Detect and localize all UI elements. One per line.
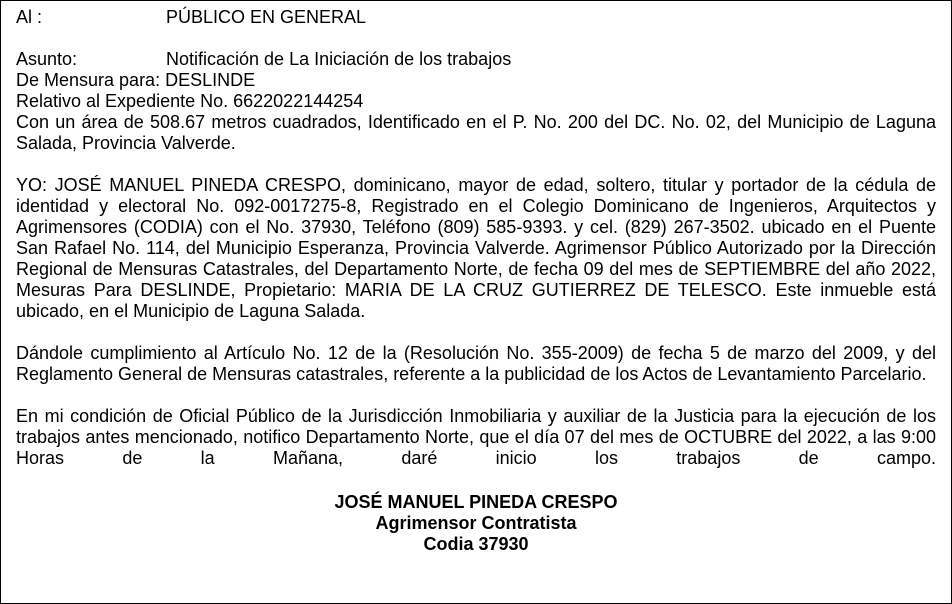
spacer <box>16 322 936 343</box>
signer-name: JOSÉ MANUEL PINEDA CRESPO <box>334 492 618 512</box>
mensura-line: De Mensura para: DESLINDE <box>16 70 256 90</box>
area-description: Con un área de 508.67 metros cuadrados, Identificado en el P. No. 200 del DC. No. 02, del Municipio de Laguna Salada, Provincia Valverde. <box>16 112 936 153</box>
declaration-paragraph: YO: JOSÉ MANUEL PINEDA CRESPO, dominicano, mayor de edad, soltero, titular y portador de la cédula de identidad y electoral No. 092-0017275-8, Registrado en el Colegio Dominicano de Ingenieros, Arquitectos y Agrimensores (CODIA) con el No. 37930, Teléfono (809) 585-9393. y cel. (829) 267-3502. ubicado en el Puente San Rafael No. 114, del Municipio Esperanza, Provincia Valverde. Agrimensor Público Autorizado por la Dirección Regional de Mensuras Catastrales, del Departamento Norte, de fecha 09 del mes de SEPTIEMBRE del año 2022, Mesuras Para DESLINDE, Propietario: MARIA DE LA CRUZ GUTIERREZ DE TELESCO. Este inmueble está ubicado, en el Municipio de Laguna Salada. <box>16 175 936 321</box>
recipient-value: PÚBLICO EN GENERAL <box>166 7 367 27</box>
subject-row <box>16 49 936 70</box>
spacer <box>16 154 936 175</box>
subject-label: Asunto: <box>16 49 78 69</box>
subject-value: Notificación de La Iniciación de los trabajos <box>166 49 512 69</box>
spacer <box>16 385 936 406</box>
spacer <box>16 28 936 49</box>
compliance-paragraph: Dándole cumplimiento al Artículo No. 12 de la (Resolución No. 355-2009) de fecha 5 de marzo del 2009, y del Reglamento General de Mensuras catastrales, referente a la publicidad de los Actos de Levantamiento Parcelario. <box>16 343 936 384</box>
recipient-label: Al : <box>16 7 43 27</box>
signer-codia: Codia 37930 <box>423 534 529 554</box>
notification-paragraph: En mi condición de Oficial Público de la Jurisdicción Inmobiliaria y auxiliar de la Justicia para la ejecución de los trabajos antes mencionado, notifico Departamento Norte, que el día 07 del mes de OCTUBRE del 2022, a las 9:00 Horas de la Mañana, daré inicio los trabajos de campo. <box>16 406 936 468</box>
signer-title: Agrimensor Contratista <box>375 513 577 533</box>
signature-block <box>16 492 936 555</box>
expediente-line: Relativo al Expediente No. 6622022144254 <box>16 91 364 111</box>
recipient-row <box>16 7 936 28</box>
